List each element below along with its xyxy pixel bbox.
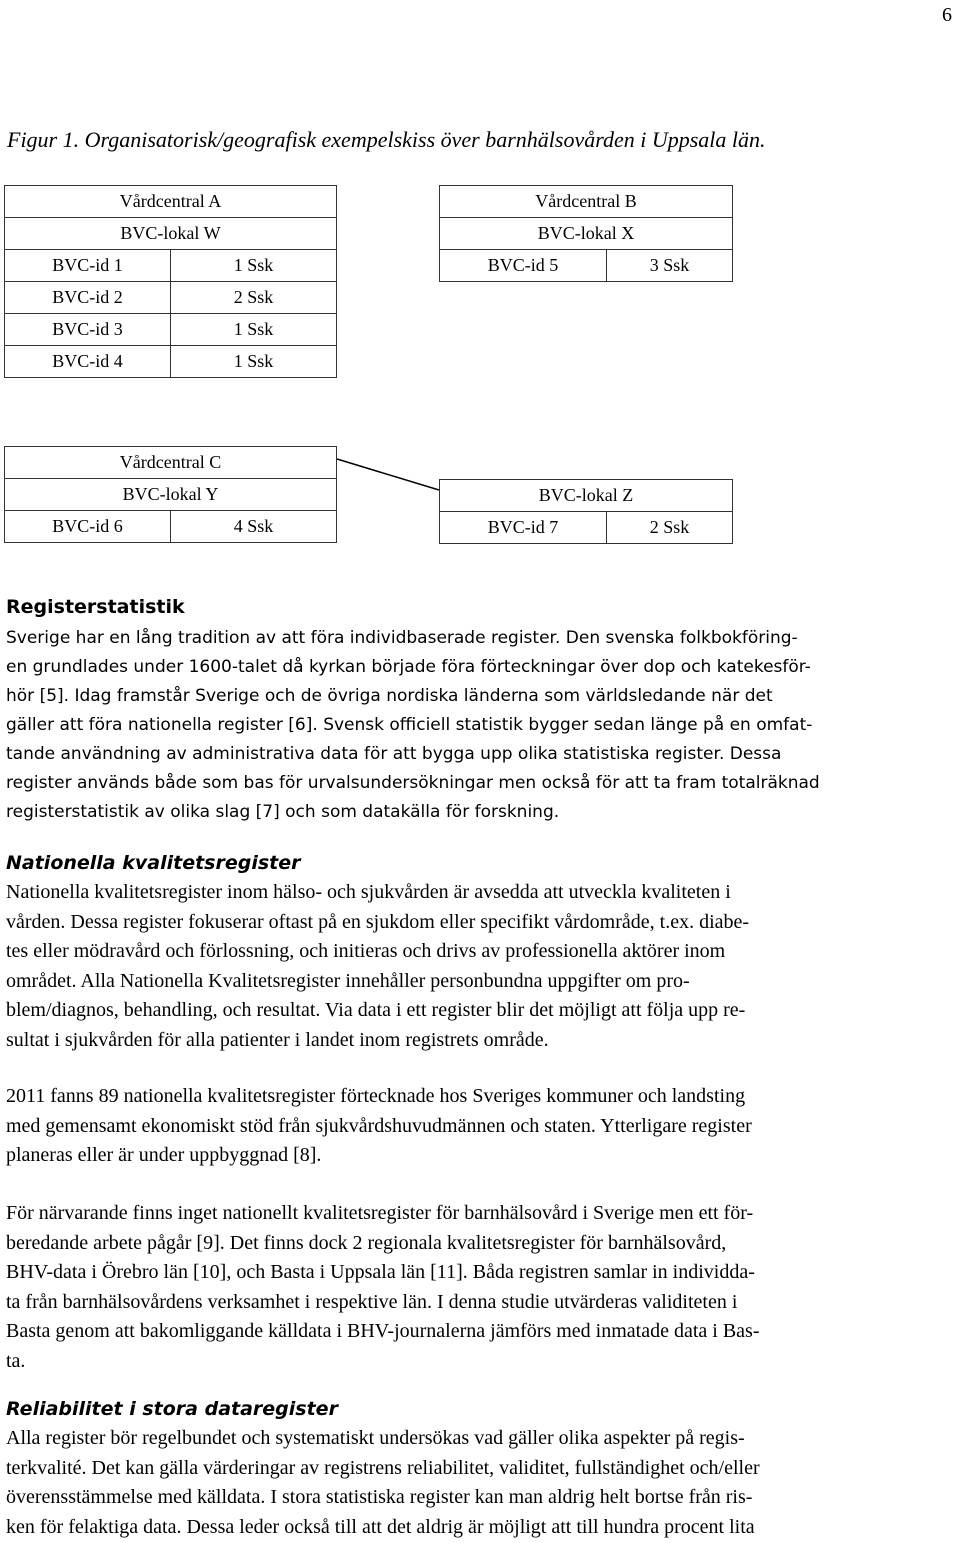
bvc-lokal-z-title: BVC-lokal Z xyxy=(440,480,733,512)
bvc-id-cell: BVC-id 4 xyxy=(5,346,171,378)
text-line: register används både som bas för urvalsundersökningar men också för att ta fram totalräknad xyxy=(6,773,820,793)
text-line: Sverige har en lång tradition av att föra individbaserade register. Den svenska folkbokföring- xyxy=(6,628,798,648)
text-line: BHV-data i Örebro län [10], och Basta i Uppsala län [11]. Båda registren samlar in individda- xyxy=(6,1261,755,1283)
paragraph-reliabilitet xyxy=(6,1424,956,1542)
paragraph-nationella-2 xyxy=(6,1082,956,1171)
ssk-cell: 4 Ssk xyxy=(171,511,337,543)
text-line: gäller att föra nationella register [6]. Svensk officiell statistik bygger sedan länge på en omfat- xyxy=(6,715,813,735)
vardcentral-a-title: Vårdcentral A xyxy=(5,186,337,218)
vardcentral-b-title: Vårdcentral B xyxy=(440,186,733,218)
ssk-cell: 1 Ssk xyxy=(171,250,337,282)
ssk-cell: 2 Ssk xyxy=(171,282,337,314)
text-line: ta från barnhälsovårdens verksamhet i respektive län. I denna studie utvärderas validiteten i xyxy=(6,1290,738,1313)
ssk-cell: 3 Ssk xyxy=(607,250,733,282)
bvc-id-cell: BVC-id 2 xyxy=(5,282,171,314)
text-line: tes eller mödravård och förlossning, och initieras och drivs av professionella aktörer inom xyxy=(6,940,726,962)
page-number: 6 xyxy=(942,4,952,26)
bvc-id-cell: BVC-id 6 xyxy=(5,511,171,543)
vardcentral-c-title: Vårdcentral C xyxy=(5,447,337,479)
vardcentral-b-lokal: BVC-lokal X xyxy=(440,218,733,250)
paragraph-registerstatistik xyxy=(6,624,956,827)
text-line: planeras eller är under uppbyggnad [8]. xyxy=(6,1144,322,1166)
section-heading-registerstatistik: Registerstatistik xyxy=(6,596,185,618)
org-box-vardcentral-b xyxy=(439,185,733,282)
text-line: Alla register bör regelbundet och systematiskt undersökas vad gäller olika aspekter på regis- xyxy=(6,1427,745,1449)
ssk-cell: 2 Ssk xyxy=(607,512,733,544)
text-line: blem/diagnos, behandling, och resultat. Via data i ett register blir det möjligt att följa upp re- xyxy=(6,999,746,1021)
text-line: en grundlades under 1600-talet då kyrkan började föra förteckningar över dop och katekesför- xyxy=(6,657,811,677)
vardcentral-c-lokal: BVC-lokal Y xyxy=(5,479,337,511)
org-box-bvc-lokal-z xyxy=(439,479,733,544)
bvc-id-cell: BVC-id 5 xyxy=(440,250,607,282)
text-line: beredande arbete pågår [9]. Det finns dock 2 regionala kvalitetsregister för barnhälsovård, xyxy=(6,1231,727,1254)
paragraph-nationella-1 xyxy=(6,878,956,1055)
text-line: 2011 fanns 89 nationella kvalitetsregister förtecknade hos Sveriges kommuner och landsting xyxy=(6,1085,746,1107)
ssk-cell: 1 Ssk xyxy=(171,346,337,378)
bvc-id-cell: BVC-id 3 xyxy=(5,314,171,346)
bvc-id-cell: BVC-id 7 xyxy=(440,512,607,544)
text-line: sultat i sjukvården för alla patienter i landet inom registrets område. xyxy=(6,1028,549,1051)
section-heading-nationella: Nationella kvalitetsregister xyxy=(6,852,301,874)
text-line: med gemensamt ekonomiskt stöd från sjukvårdshuvudmännen och staten. Ytterligare register xyxy=(6,1114,752,1137)
text-line: ken för felaktiga data. Dessa leder också till att det aldrig är möjligt att till hundra procent lita xyxy=(6,1515,755,1538)
section-heading-reliabilitet: Reliabilitet i stora dataregister xyxy=(6,1398,338,1420)
text-line: tande användning av administrativa data för att bygga upp olika statistiska register. Dessa xyxy=(6,744,782,764)
bvc-id-cell: BVC-id 1 xyxy=(5,250,171,282)
vardcentral-a-lokal: BVC-lokal W xyxy=(5,218,337,250)
text-line: För närvarande finns inget nationellt kvalitetsregister för barnhälsovård i Sverige men ett för- xyxy=(6,1202,754,1224)
text-line: överensstämmelse med källdata. I stora statistiska register kan man aldrig helt bortse från ris- xyxy=(6,1486,753,1508)
text-line: registerstatistik av olika slag [7] och som datakälla för forskning. xyxy=(6,802,560,822)
text-line: ta. xyxy=(6,1349,26,1372)
figure-caption: Figur 1. Organisatorisk/geografisk exempelskiss över barnhälsovården i Uppsala län. xyxy=(7,127,766,152)
text-line: vården. Dessa register fokuserar oftast på en sjukdom eller specifikt vårdområde, t.ex. diabe- xyxy=(6,910,750,933)
paragraph-nationella-3 xyxy=(6,1199,956,1376)
text-line: området. Alla Nationella Kvalitetsregister innehåller personbundna uppgifter om pro- xyxy=(6,969,690,992)
text-line: Nationella kvalitetsregister inom hälso- och sjukvården är avsedda att utveckla kvaliteten i xyxy=(6,881,731,903)
ssk-cell: 1 Ssk xyxy=(171,314,337,346)
text-line: terkvalité. Det kan gälla värderingar av registrens reliabilitet, validitet, fullständighet och/eller xyxy=(6,1456,760,1479)
org-box-vardcentral-a xyxy=(4,185,337,378)
org-box-vardcentral-c xyxy=(4,446,337,543)
text-line: Basta genom att bakomliggande källdata i BHV-journalerna jämförs med inmatade data i Bas- xyxy=(6,1320,760,1342)
text-line: hör [5]. Idag framstår Sverige och de övriga nordiska länderna som världsledande när det xyxy=(6,686,773,706)
